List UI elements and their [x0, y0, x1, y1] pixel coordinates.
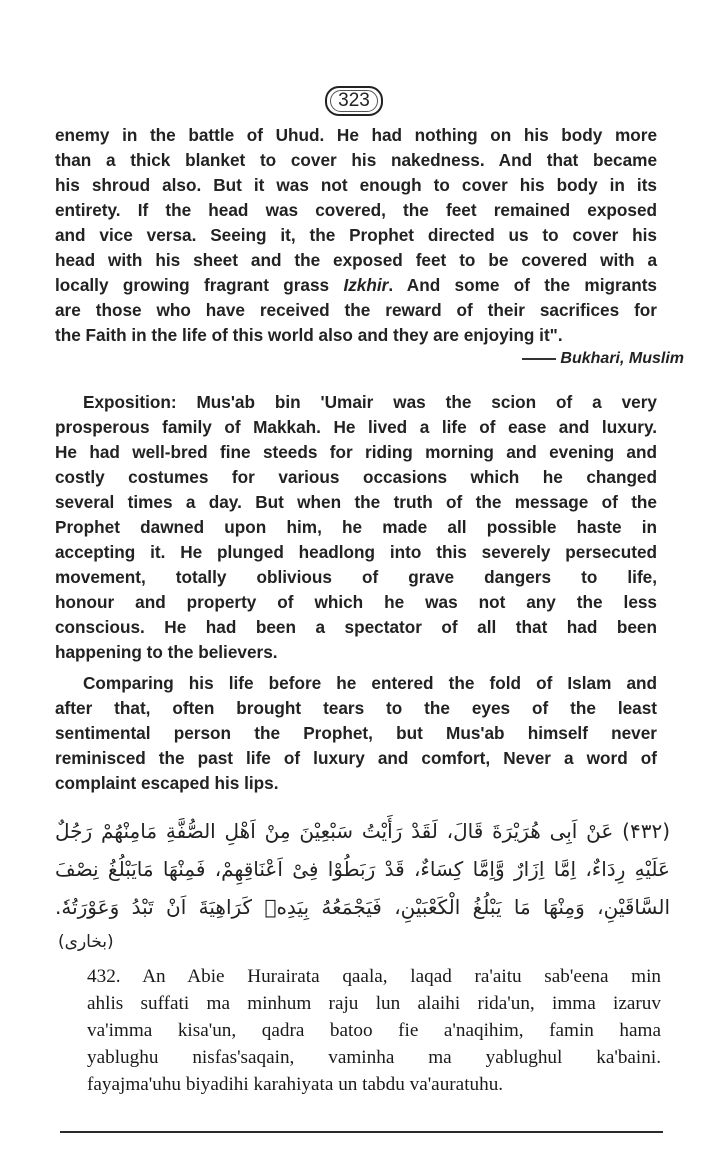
text-line: reminisced the past life of luxury and comfort, Never a word of	[55, 748, 657, 768]
page-number: 323	[325, 86, 383, 116]
text-line: prosperous family of Makkah. He lived a life of ease and luxury.	[55, 417, 657, 437]
text-line: va'imma kisa'un, qadra batoo fie a'naqihim, famin hama	[87, 1020, 661, 1041]
text-line: enemy in the battle of Uhud. He had nothing on his body more	[55, 125, 657, 145]
text-line: are those who have received the reward of their sacrifices for	[55, 300, 657, 320]
text-line: Comparing his life before he entered the fold of Islam and	[83, 673, 657, 693]
transliteration-paragraph	[87, 963, 661, 1098]
text-line: conscious. He had been a spectator of all that had been	[55, 617, 657, 637]
text-line: and vice versa. Seeing it, the Prophet directed us to cover his	[55, 225, 657, 245]
text-line: happening to the believers.	[55, 642, 278, 662]
citation-dash	[522, 358, 556, 360]
text-line: the Faith in the life of this world also and they are enjoying it".	[55, 325, 563, 345]
text-line: entirety. If the head was covered, the feet remained exposed	[55, 200, 657, 220]
text-line: Exposition: Mus'ab bin 'Umair was the scion of a very	[83, 392, 657, 412]
citation	[522, 350, 684, 368]
hadith-source: (بخاری)	[58, 932, 114, 952]
citation-text: Bukhari, Muslim	[560, 350, 684, 367]
text-line: sentimental person the Prophet, but Mus'ab himself never	[55, 723, 657, 743]
arabic-line: السَّاقَیْنِ، وَمِنْهَا مَا یَبْلُغُ الْكَعْبَیْنِ، فَیَجْمَعُهُ بِیَدِهٖ كَرَاهِیَةَ اَنْ تَبْدُ وَعَوْرَتُهٗ.	[55, 895, 670, 919]
text-line: movement, totally oblivious of grave dangers to life,	[55, 567, 657, 587]
text-line: head with his sheet and the exposed feet to be covered with a	[55, 250, 657, 270]
text-line: after that, often brought tears to the eyes of the least	[55, 698, 657, 718]
text-line: complaint escaped his lips.	[55, 773, 279, 793]
text-line: accepting it. He plunged headlong into this severely persecuted	[55, 542, 657, 562]
text-line: 432. An Abie Hurairata qaala, laqad ra'aitu sab'eena min	[87, 966, 661, 987]
text-line	[55, 273, 657, 298]
text-segment: locally growing fragrant grass	[55, 275, 344, 295]
text-line: than a thick blanket to cover his nakedness. And that became	[55, 150, 657, 170]
exposition-paragraph	[55, 390, 657, 665]
footer-rule	[60, 1131, 663, 1133]
text-line: his shroud also. But it was not enough to cover his body in its	[55, 175, 657, 195]
text-line: honour and property of which he was not any the less	[55, 592, 657, 612]
text-line: costly costumes for various occasions which he changed	[55, 467, 657, 487]
arabic-line: (۴۳۲) عَنْ اَبِی هُرَیْرَةَ قَالَ، لَقَدْ رَأَیْتُ سَبْعِیْنَ مِنْ اَهْلِ الصُّفَّةِ مَامِنْهُمْ رَجُلٌ	[55, 819, 670, 843]
text-segment: . And some of the migrants	[388, 275, 657, 295]
arabic-line: عَلَیْهِ رِدَاءٌ، اِمَّا اِزَارٌ وَّاِمَّا كِسَاءٌ، قَدْ رَبَطُوْا فِیْ اَعْنَاقِهِمْ، فَمِنْهَا مَایَبْلُغُ نِصْفَ	[55, 857, 670, 881]
text-line: He had well-bred fine steeds for riding morning and evening and	[55, 442, 657, 462]
passage-paragraph	[55, 123, 657, 348]
text-line: fayajma'uhu biyadihi karahiyata un tabdu va'auratuhu.	[87, 1074, 504, 1095]
comparison-paragraph	[55, 671, 657, 796]
text-line: ahlis suffati ma minhum raju lun alaihi rida'un, imma izaruv	[87, 993, 661, 1014]
italic-term: Izkhir	[343, 275, 389, 295]
text-line: Prophet dawned upon him, he made all possible haste in	[55, 517, 657, 537]
text-line: yablughu nisfas'saqain, vaminha ma yablughul ka'baini.	[87, 1047, 661, 1068]
text-line: several times a day. But when the truth of the message of the	[55, 492, 657, 512]
hadith-arabic	[55, 812, 670, 926]
